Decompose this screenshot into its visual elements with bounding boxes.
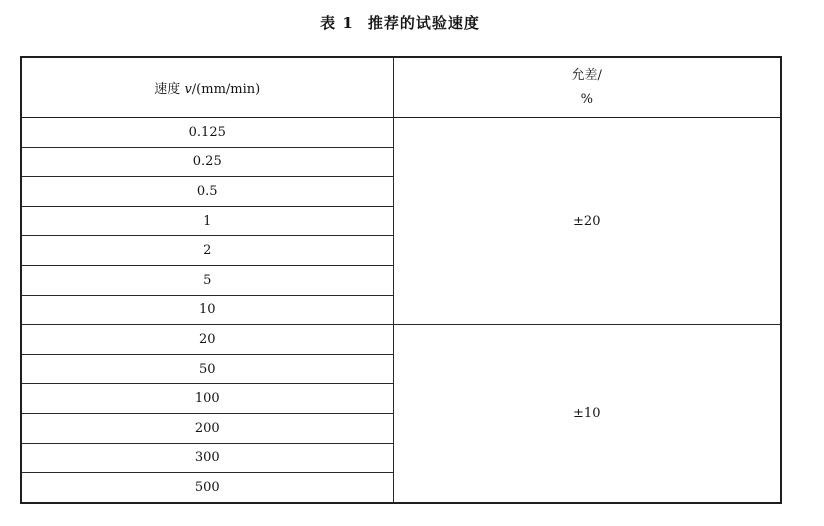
speed-cell: 300 — [21, 443, 393, 473]
speed-cell: 1 — [21, 206, 393, 236]
speed-header-label: 速度 — [154, 82, 181, 97]
speed-cell: 0.125 — [21, 118, 393, 148]
speed-cell: 0.25 — [21, 147, 393, 177]
speed-cell: 5 — [21, 265, 393, 295]
tolerance-header-label: 允差/ — [571, 67, 602, 83]
table-number: 表 1 — [320, 14, 354, 32]
speed-header-symbol: v — [184, 82, 192, 97]
table-caption: 推荐的试验速度 — [367, 14, 480, 32]
speed-header-unit: /(mm/min) — [191, 82, 261, 97]
table-row — [21, 325, 781, 355]
speed-cell: 20 — [21, 325, 393, 355]
table-row — [21, 118, 781, 148]
speed-cell: 10 — [21, 295, 393, 325]
speed-column-header — [21, 57, 393, 118]
speed-cell: 50 — [21, 354, 393, 384]
table-header-row — [21, 57, 781, 118]
tolerance-cell: ±20 — [393, 118, 781, 325]
recommended-test-speed-table — [20, 56, 782, 504]
tolerance-header-unit: % — [580, 91, 593, 107]
table-title — [0, 12, 800, 33]
speed-cell: 500 — [21, 473, 393, 503]
speed-cell: 0.5 — [21, 177, 393, 207]
tolerance-cell: ±10 — [393, 325, 781, 503]
speed-cell: 100 — [21, 384, 393, 414]
speed-cell: 200 — [21, 413, 393, 443]
speed-cell: 2 — [21, 236, 393, 266]
tolerance-column-header — [393, 57, 781, 118]
